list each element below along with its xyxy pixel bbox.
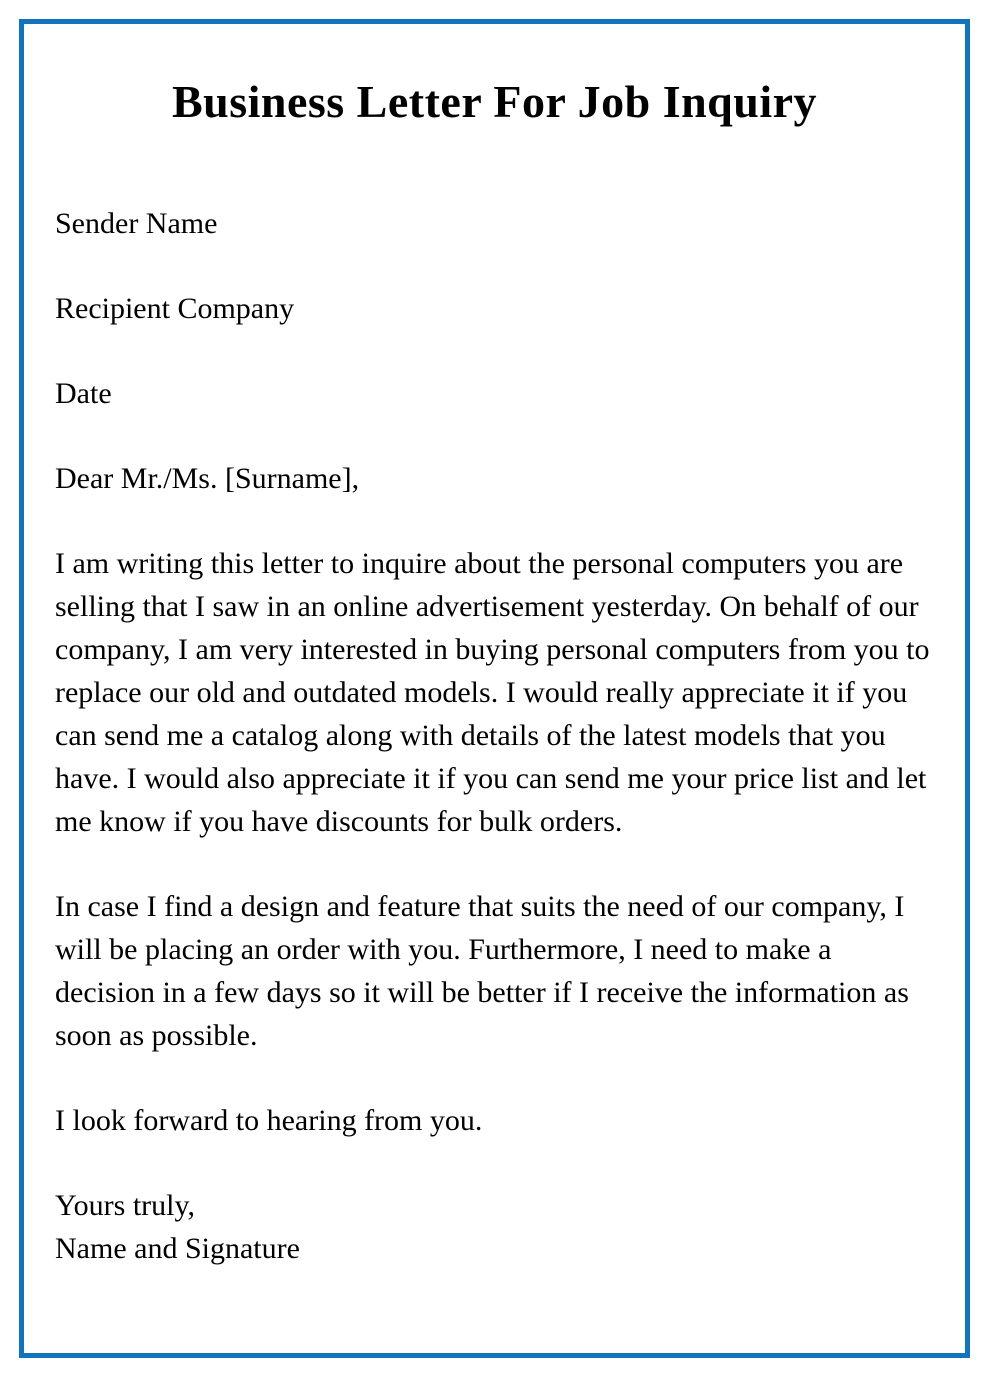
- salutation-line: Dear Mr./Ms. [Surname],: [55, 462, 360, 495]
- body-paragraph-2: In case I find a design and feature that suits the need of our company, I will be placing an order with you. Furthermore, I need to make a decision in a few days so it will be better if I receive the information as soon as possible.: [55, 890, 909, 1052]
- body-paragraph-3: I look forward to hearing from you.: [55, 1104, 483, 1137]
- date-line: Date: [55, 377, 112, 410]
- sender-name-line: Sender Name: [55, 207, 218, 240]
- body-paragraph-1: I am writing this letter to inquire about the personal computers you are selling that I saw in an online advertisement yesterday. On behalf of our company, I am very interested in buying personal computers from you to replace our old and outdated models. I would really appreciate it if you can send me a catalog along with details of the latest models that you have. I would also appreciate it if you can send me your price list and let me know if you have discounts for bulk orders.: [55, 547, 930, 838]
- recipient-company-line: Recipient Company: [55, 292, 295, 325]
- letter-content: [24, 24, 965, 1270]
- letter-page-border: [19, 19, 970, 1358]
- closing-line: Yours truly,: [55, 1189, 196, 1222]
- closing-block: [55, 1184, 934, 1270]
- signature-line: Name and Signature: [55, 1232, 300, 1265]
- letter-title: Business Letter For Job Inquiry: [171, 76, 818, 127]
